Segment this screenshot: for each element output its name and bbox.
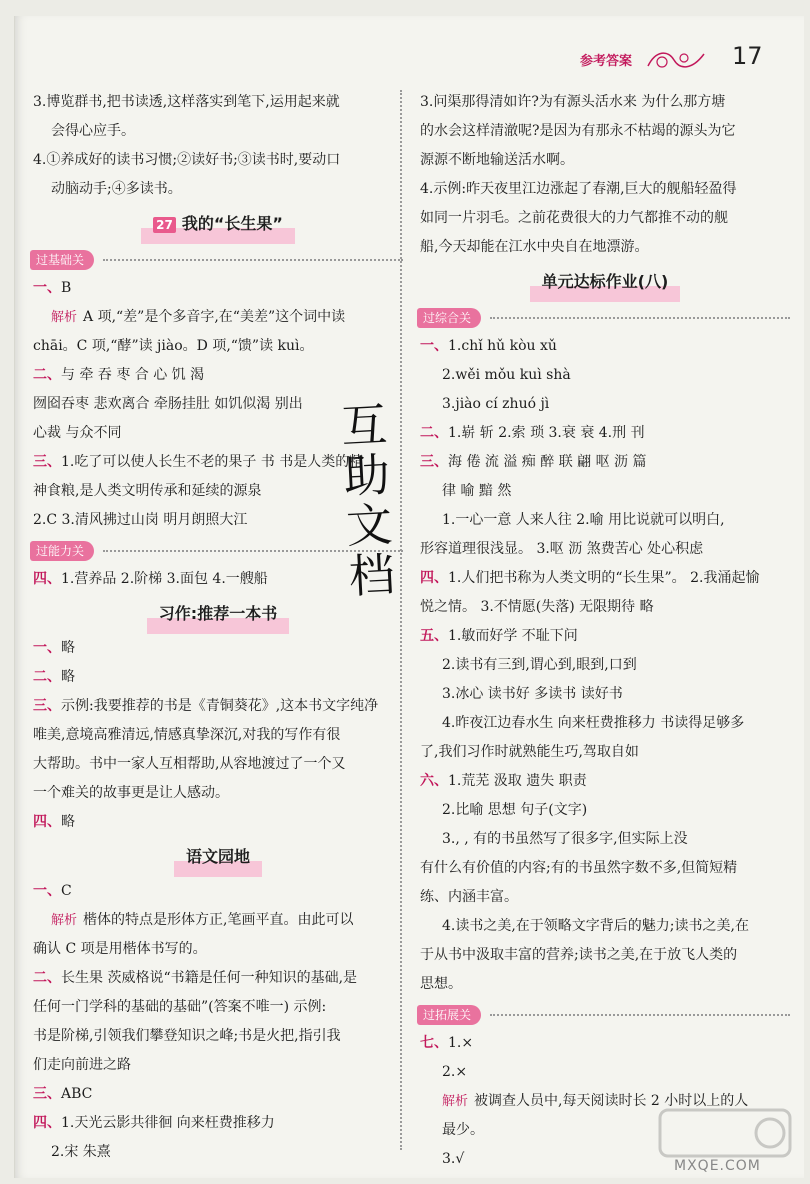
answer-text: 悦之情。 3.不情愿(失落) 无限期待 略	[420, 599, 654, 615]
lesson-title-text: 我的“长生果”	[181, 214, 283, 233]
handwritten-char: 助	[342, 447, 392, 504]
analysis-text: 确认 C 项是用楷体书写的。	[33, 941, 207, 957]
question-mark: 二、	[33, 367, 61, 383]
answer-text: 任何一门学科的基础的基础”(答案不唯一) 示例:	[33, 999, 327, 1015]
answer-text: 4.昨夜江边春水生 向来枉费推移力 书读得足够多	[442, 715, 745, 731]
lesson-number: 27	[153, 217, 176, 233]
question-mark: 二、	[33, 970, 61, 986]
lesson-title	[33, 204, 403, 244]
answer-text: 略	[61, 814, 75, 830]
text-line: 3.博览群书,把书读透,这样落实到笔下,运用起来就	[33, 94, 340, 110]
answer-text: 了,我们习作时就熟能生巧,驾取自如	[420, 744, 639, 760]
analysis-text: 楷体的特点是形体方正,笔画平直。由此可以	[83, 912, 354, 928]
question-mark: 七、	[420, 1035, 448, 1051]
question-mark: 三、	[420, 454, 448, 470]
answer-text: 神食粮,是人类文明传承和延续的源泉	[33, 483, 262, 499]
section-tag: 过拓展关	[417, 1005, 481, 1025]
text-line: 会得心应手。	[51, 123, 135, 139]
section-tag: 过基础关	[30, 250, 94, 270]
question-mark: 一、	[420, 338, 448, 354]
text-line: 4.示例:昨天夜里江边涨起了春潮,巨大的舰船轻盈得	[420, 181, 737, 197]
answer-text: 一个难关的故事更是让人感动。	[33, 785, 229, 801]
right-column	[420, 88, 790, 1174]
answer-text: 3., , 有的书虽然写了很多字,但实际上没	[442, 831, 688, 847]
answer-text: 1.×	[448, 1035, 474, 1051]
section-tag-row	[420, 1001, 790, 1027]
answer-text: 长生果 茨威格说“书籍是任何一种知识的基础,是	[61, 970, 358, 986]
question-mark: 一、	[33, 280, 61, 296]
section-title	[33, 837, 403, 877]
unit-title-text: 单元达标作业(八)	[530, 262, 681, 302]
section-tag-row	[33, 246, 403, 272]
answer-text: 1.天光云影共徘徊 向来枉费推移力	[61, 1115, 275, 1131]
answer-text: 心裁 与众不同	[33, 425, 122, 441]
answer-text: 大帮助。书中一家人互相帮助,从容地渡过了一个又	[33, 756, 346, 772]
text-line: 的水会这样清澈呢?是因为有那永不枯竭的源头为它	[420, 123, 736, 139]
answer-text: 思想。	[420, 976, 462, 992]
answer-text: 3.√	[442, 1151, 465, 1167]
answer-text: C	[61, 883, 72, 899]
question-mark: 六、	[420, 773, 448, 789]
analysis-text: 被调查人员中,每天阅读时长 2 小时以上的人	[474, 1093, 749, 1109]
answer-text: 1.人们把书称为人类文明的“长生果”。 2.我涌起愉	[448, 570, 760, 586]
answer-text: 于从书中汲取丰富的营养;读书之美,在于放飞人类的	[420, 947, 738, 963]
text-line: 船,今天却能在江水中央自在地漂游。	[420, 239, 649, 255]
answer-text: 1.一心一意 人来人往 2.喻 用比说就可以明白,	[442, 512, 725, 528]
header-label: 参考答案	[580, 54, 633, 69]
left-column	[33, 88, 403, 1167]
question-mark: 一、	[33, 640, 61, 656]
answer-text: 3.jiào cí zhuó jì	[442, 396, 550, 412]
answer-text: 示例:我要推荐的书是《青铜葵花》,这本书文字纯净	[61, 698, 379, 714]
answer-text: 1.荒芜 汲取 遗失 职责	[448, 773, 587, 789]
text-line: 如同一片羽毛。之前花费很大的力气都推不动的舰	[420, 210, 728, 226]
section-tag-row	[420, 304, 790, 330]
question-mark: 二、	[33, 669, 61, 685]
watermark-text: MXQE.COM	[674, 1158, 761, 1174]
question-mark: 四、	[33, 814, 61, 830]
answer-text: 4.读书之美,在于领略文字背后的魅力;读书之美,在	[442, 918, 749, 934]
analysis-label: 解析	[51, 913, 78, 928]
question-mark: 三、	[33, 1086, 61, 1102]
analysis-text: chāi。C 项,“酵”读 jiào。D 项,“馈”读 kuì。	[33, 338, 314, 354]
analysis-text: A 项,“差”是个多音字,在“美差”这个词中读	[83, 309, 346, 325]
answer-text: B	[61, 280, 72, 296]
question-mark: 四、	[420, 570, 448, 586]
answer-text: 2.C 3.清风拂过山岗 明月朗照大江	[33, 512, 248, 528]
answer-text: 1.chǐ hǔ kòu xǔ	[448, 338, 557, 354]
answer-text: 2.宋 朱熹	[51, 1144, 111, 1160]
answer-text: 1.吃了可以使人长生不老的果子 书 书是人类的精	[61, 454, 364, 470]
answer-text: 有什么有价值的内容;有的书虽然字数不多,但简短精	[420, 860, 738, 876]
handwritten-char: 档	[347, 547, 397, 604]
answer-text: 2.比喻 思想 句子(文字)	[442, 802, 588, 818]
answer-text: 2.读书有三到,谓心到,眼到,口到	[442, 657, 637, 673]
answer-text: 与 牵 吞 枣 合 心 饥 渴	[61, 367, 205, 383]
question-mark: 二、	[420, 425, 448, 441]
page-number: 17	[732, 42, 763, 70]
text-line: 4.①养成好的读书习惯;②读好书;③读书时,要动口	[33, 152, 341, 168]
answer-text: 1.敏而好学 不耻下问	[448, 628, 578, 644]
answer-text: 2.×	[442, 1064, 468, 1080]
section-title-text: 语文园地	[174, 837, 262, 877]
section-title-text: 习作:推荐一本书	[147, 594, 289, 634]
question-mark: 三、	[33, 454, 61, 470]
answer-text: 唯美,意境高雅清远,情感真挚深沉,对我的写作有很	[33, 727, 341, 743]
analysis-label: 解析	[51, 310, 78, 325]
section-tag: 过综合关	[417, 308, 481, 328]
handwritten-char: 互	[339, 397, 389, 454]
answer-text: 律 喻 黯 然	[442, 483, 512, 499]
question-mark: 一、	[33, 883, 61, 899]
question-mark: 四、	[33, 1115, 61, 1131]
answer-text: 2.wěi mǒu kuì shà	[442, 367, 571, 383]
analysis-label: 解析	[442, 1094, 469, 1109]
text-line: 源源不断地输送活水啊。	[420, 152, 574, 168]
text-line: 动脑动手;④多读书。	[51, 181, 182, 197]
answer-text: 练、内涵丰富。	[420, 889, 518, 905]
unit-title	[420, 262, 790, 302]
answer-text: 3.冰心 读书好 多读书 读好书	[442, 686, 623, 702]
answer-text: ABC	[61, 1086, 93, 1102]
section-title	[33, 594, 403, 634]
text-line: 3.问渠那得清如许?为有源头活水来 为什么那方塘	[420, 94, 726, 110]
question-mark: 三、	[33, 698, 61, 714]
section-tag: 过能力关	[30, 541, 94, 561]
page-header	[580, 38, 780, 78]
answer-text: 略	[61, 669, 75, 685]
answer-text: 略	[61, 640, 75, 656]
answer-text: 海 倦 流 溢 痴 醉 联 翩 呕 沥 篇	[448, 454, 647, 470]
answer-text: 形容道理很浅显。 3.呕 沥 煞费苦心 处心积虑	[420, 541, 704, 557]
answer-text: 1.崭 斩 2.索 琐 3.衰 衰 4.刑 刊	[448, 425, 645, 441]
question-mark: 五、	[420, 628, 448, 644]
handwritten-char: 文	[344, 497, 394, 554]
analysis-text: 最少。	[442, 1122, 484, 1138]
handwritten-annotation	[340, 399, 410, 602]
decorative-swirl-icon	[646, 46, 706, 72]
answer-text: 们走向前进之路	[33, 1057, 131, 1073]
answer-text: 书是阶梯,引领我们攀登知识之峰;书是火把,指引我	[33, 1028, 341, 1044]
question-mark: 四、	[33, 571, 61, 587]
answer-text: 1.营养品 2.阶梯 3.面包 4.一艘船	[61, 571, 268, 587]
answer-text: 囫囵吞枣 悲欢离合 牵肠挂肚 如饥似渴 别出	[33, 396, 303, 412]
